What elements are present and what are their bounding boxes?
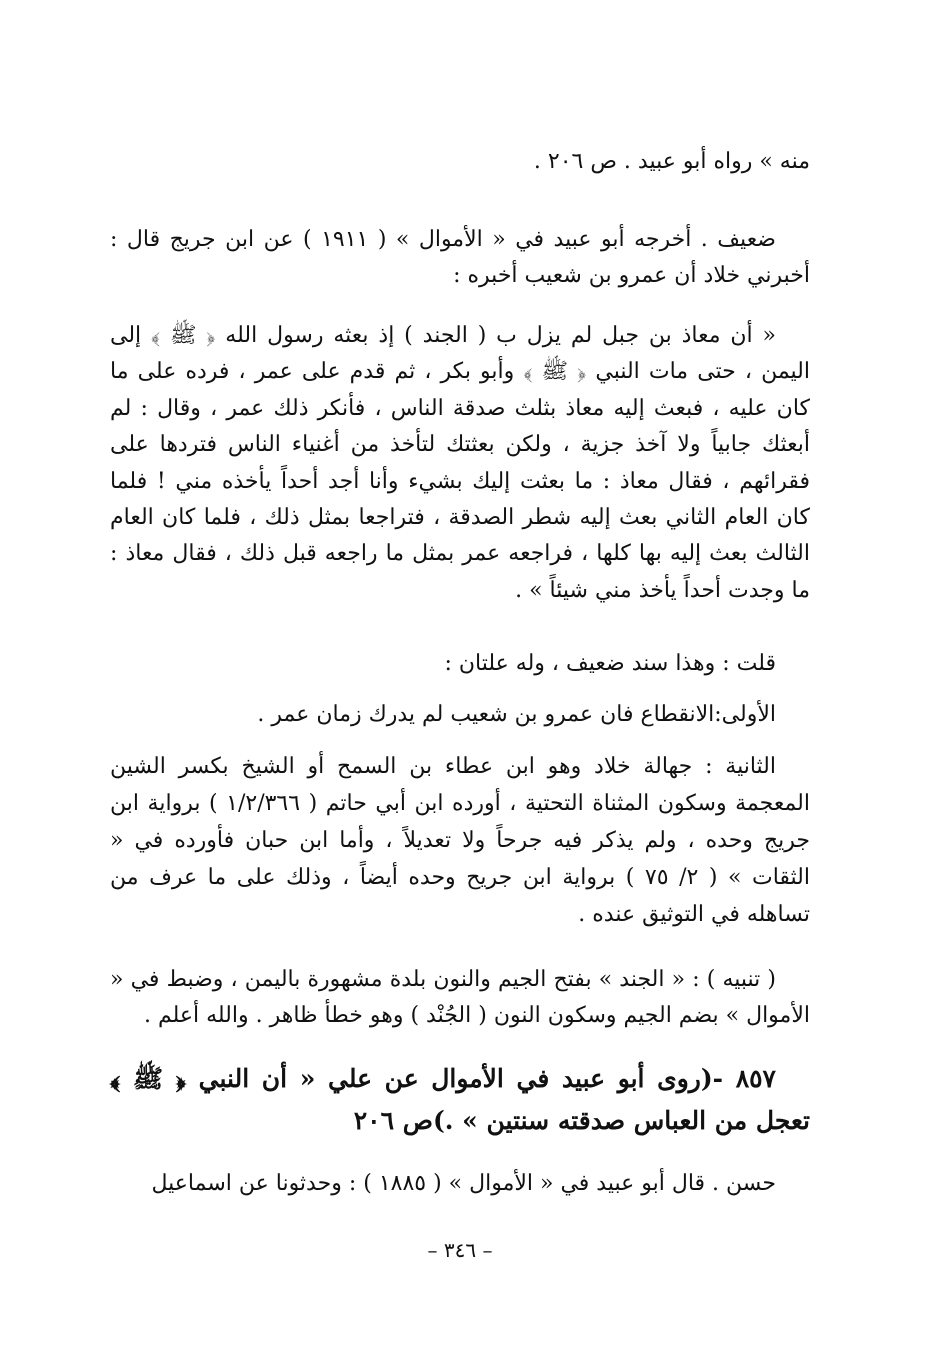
hadith-text: « أن معاذ بن جبل لم يزل ب ( الجند ) إذ بعثه رسول الله ﴿ ﷺ ﴾ إلى اليمن ، حتى مات النبي ﴿ ﷺ ﴾ وأبو بكر ، ثم قدم على عمر ، فرده على ما كان عليه ، فبعث إليه معاذ بثلث صدقة الناس ، فأنكر ذلك عمر ، وقال : لم أبعثك جابياً ولا آخذ جزية ، ولكن بعثتك لتأخذ من أغنياء الناس فتردها على فقرائهم ، فقال معاذ : ما بعثت إليك بشيء وأنا أجد أحداً يأخذه مني ! فلما كان العام الثاني بعث إليه شطر الصدقة ، فتراجعا بمثل ذلك ، فلما كان العام الثالث بعث إليه بها كلها ، فراجعه عمر بمثل ما راجعه قبل ذلك ، فقال معاذ : ما وجدت أحداً يأخذ مني شيئاً » . xyxy=(110,323,810,603)
first-flaw: الأولى:الانقطاع فان عمرو بن شعيب لم يدرك زمان عمر . xyxy=(257,702,776,727)
hadith-857-heading: ٨٥٧ -(روى أبو عبيد في الأموال عن علي « أن النبي ﴿ ﷺ ﴾ تعجل من العباس صدقته سنتين » .)ص ٢٠٦ xyxy=(110,1064,810,1135)
book-page xyxy=(110,0,810,1363)
grading-paragraph: ضعيف . أخرجه أبو عبيد في « الأموال » ( ١٩١١ ) عن ابن جريج قال : أخبرني خلاد أن عمرو بن شعيب أخبره : xyxy=(110,227,810,288)
page-number: – ٣٤٦ – xyxy=(427,1238,493,1262)
comment-intro: قلت : وهذا سند ضعيف ، وله علتان : xyxy=(444,651,776,676)
continuation-line: منه » رواه أبو عبيد . ص ٢٠٦ . xyxy=(533,149,810,174)
second-flaw: الثانية : جهالة خلاد وهو ابن عطاء بن السمح أو الشيخ بكسر الشين المعجمة وسكون المثناة التحتية ، أورده ابن أبي حاتم ( ١/٢/٣٦٦ ) برواية ابن جريج وحده ، ولم يذكر فيه جرحاً ولا تعديلاً ، وأما ابن حبان فأورده في « الثقات » ( ٢/ ٧٥ ) برواية ابن جريح وحده أيضاً ، وذلك على ما عرف من تساهله في التوثيق عنده . xyxy=(110,754,810,927)
note-paragraph: ( تنبيه ) : « الجند » بفتح الجيم والنون بلدة مشهورة باليمن ، وضبط في « الأموال » بضم الجيم وسكون النون ( الجُنْد ) وهو خطأ ظاهر . والله أعلم . xyxy=(110,967,810,1028)
last-line: حسن . قال أبو عبيد في « الأموال » ( ١٨٨٥ ) : وحدثونا عن اسماعيل xyxy=(151,1171,776,1196)
